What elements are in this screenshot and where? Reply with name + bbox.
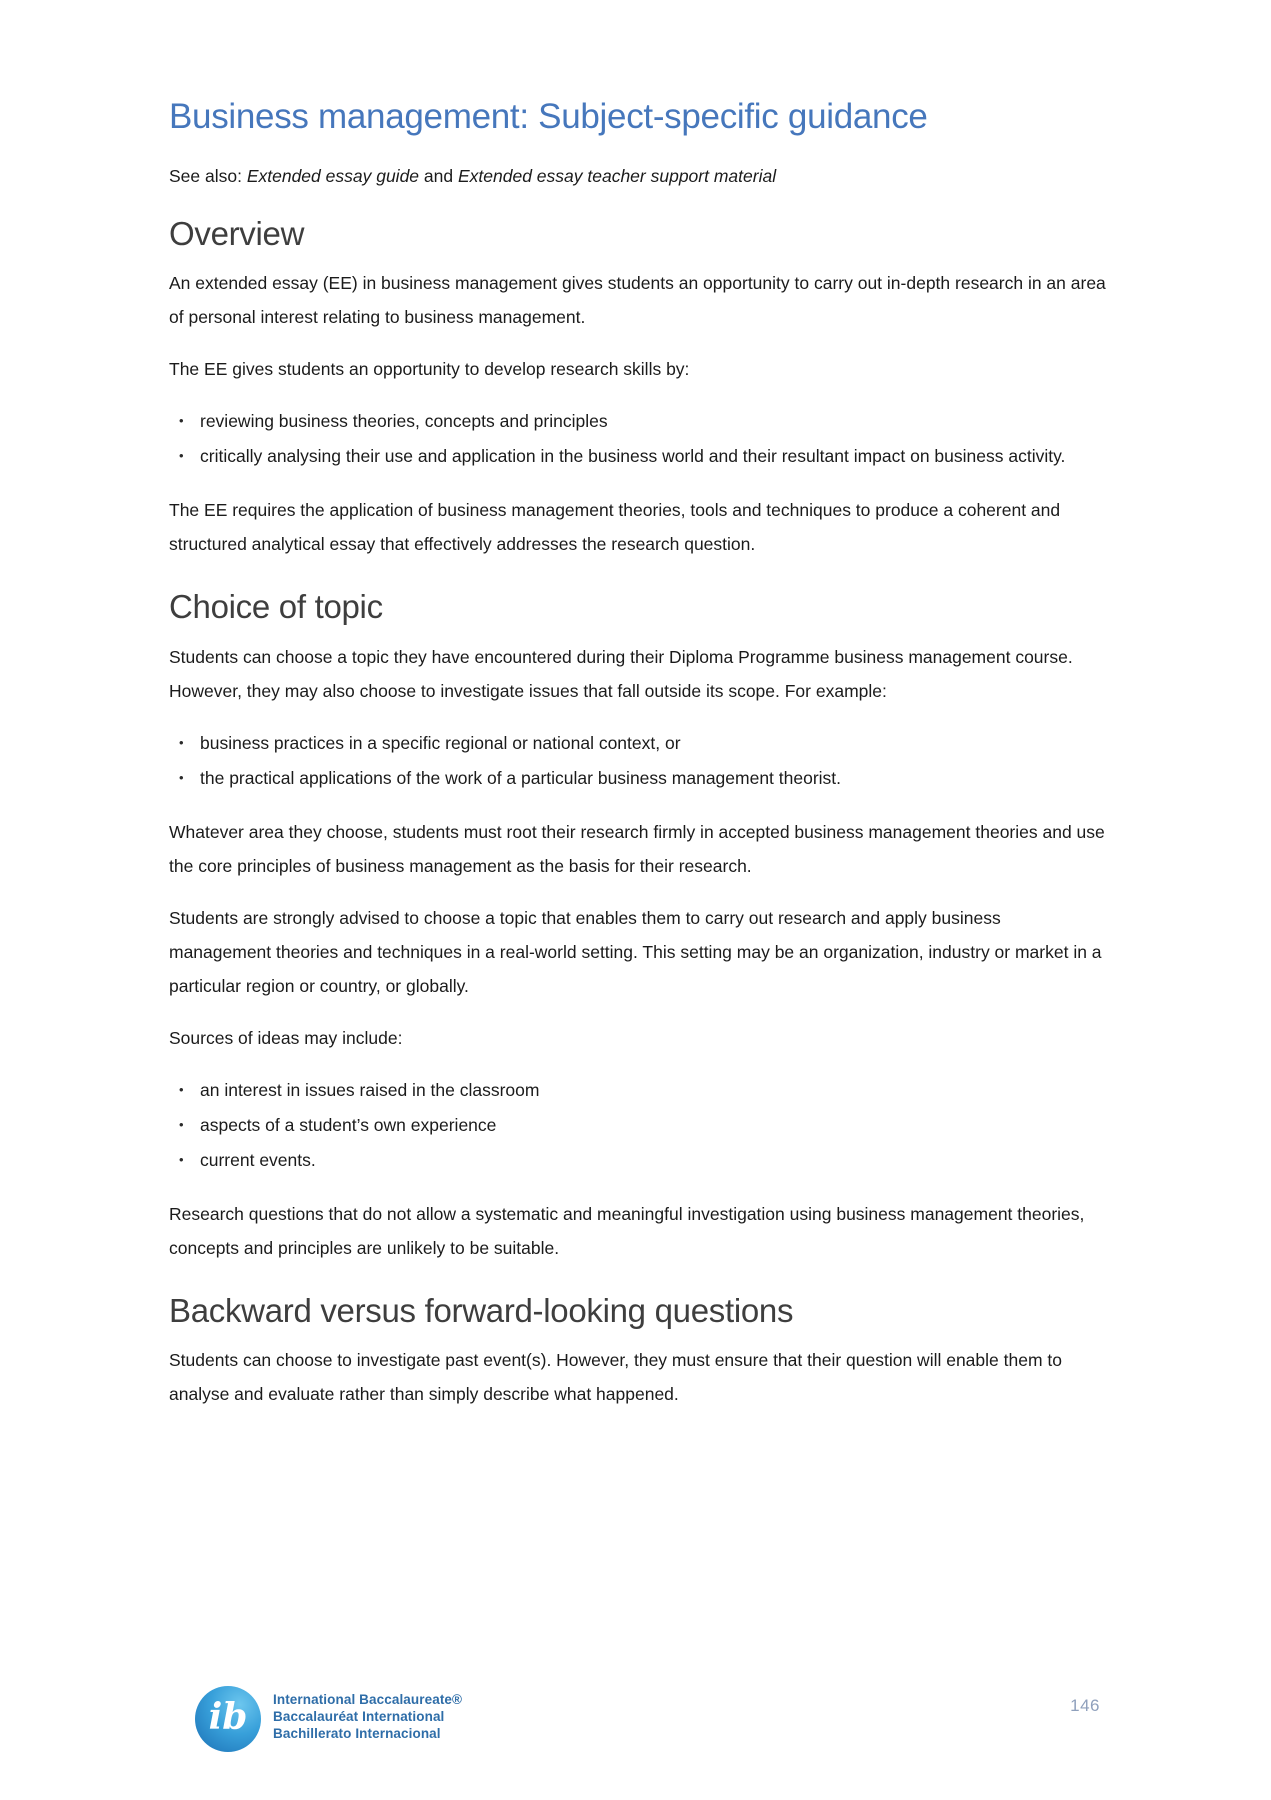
ib-org-line-spanish: Bachillerato Internacional <box>273 1726 441 1741</box>
choice-of-topic-heading: Choice of topic <box>169 588 383 626</box>
bullet-icon: • <box>179 734 184 750</box>
bullet-icon: • <box>179 1081 184 1097</box>
see-also-line <box>169 164 1106 188</box>
ib-organization-name <box>273 1691 462 1742</box>
choice-paragraph-5: Research questions that do not allow a systematic and meaningful investigation using business management theories, concepts and principles are unlikely to be suitable. <box>169 1203 1085 1258</box>
list-item-text: aspects of a student’s own experience <box>200 1114 497 1135</box>
overview-bullet-list <box>169 404 1106 473</box>
backward-paragraph-1: Students can choose to investigate past event(s). However, they must ensure that their question will enable them to analyse and evaluate rather than simply describe what happened. <box>169 1349 1062 1404</box>
overview-paragraph-1: An extended essay (EE) in business management gives students an opportunity to carry out in-depth research in an area of personal interest relating to business management. <box>169 273 1106 328</box>
backward-heading: Backward versus forward-looking questions <box>169 1291 794 1329</box>
choice-paragraph-3: Students are strongly advised to choose a topic that enables them to carry out research and apply business management theories and techniques in a real-world setting. This setting may be an organization, industry or market in a particular region or country, or globally. <box>169 907 1102 996</box>
see-also-doc2: Extended essay teacher support material <box>457 166 777 186</box>
see-also-conjunction: and <box>419 166 458 186</box>
list-item-text: reviewing business theories, concepts and principles <box>200 411 608 432</box>
page-number: 146 <box>1070 1696 1100 1715</box>
ib-org-line-french: Baccalauréat International <box>273 1709 445 1724</box>
bullet-icon: • <box>179 413 184 429</box>
list-item <box>169 726 1106 760</box>
list-item-text: an interest in issues raised in the classroom <box>200 1079 540 1100</box>
choice-paragraph-2: Whatever area they choose, students must root their research firmly in accepted business management theories and use the core principles of business management as the basis for their research. <box>169 821 1105 876</box>
list-item-text: business practices in a specific regional or national context, or <box>200 732 681 753</box>
ib-logo-glyph: ib <box>208 1696 248 1738</box>
list-item <box>169 404 1106 438</box>
page-title: Business management: Subject-specific guidance <box>169 97 928 136</box>
see-also-doc1: Extended essay guide <box>246 166 420 186</box>
list-item <box>169 1108 1106 1142</box>
list-item-text: current events. <box>200 1149 316 1170</box>
list-item-text: the practical applications of the work of a particular business management theorist. <box>200 767 842 788</box>
list-item <box>169 1143 1106 1177</box>
ib-logo-icon <box>195 1686 261 1752</box>
list-item <box>169 439 1106 473</box>
choice-paragraph-4: Sources of ideas may include: <box>169 1027 403 1048</box>
bullet-icon: • <box>179 448 184 464</box>
see-also-prefix: See also: <box>169 166 247 186</box>
choice-paragraph-1: Students can choose a topic they have encountered during their Diploma Programme business management course. However, they may also choose to investigate issues that fall outside its scope. For example: <box>169 646 1073 701</box>
list-item <box>169 1073 1106 1107</box>
choice-bullet-list-2 <box>169 1073 1106 1177</box>
list-item <box>169 761 1106 795</box>
choice-bullet-list-1 <box>169 726 1106 795</box>
bullet-icon: • <box>179 769 184 785</box>
overview-paragraph-2: The EE gives students an opportunity to develop research skills by: <box>169 359 690 380</box>
overview-heading: Overview <box>169 215 305 252</box>
overview-paragraph-3: The EE requires the application of business management theories, tools and techniques to produce a coherent and structured analytical essay that effectively addresses the research question. <box>169 500 1061 555</box>
bullet-icon: • <box>179 1151 184 1167</box>
bullet-icon: • <box>179 1116 184 1132</box>
list-item-text: critically analysing their use and application in the business world and their resultant impact on business activity. <box>200 446 1066 467</box>
ib-org-line-english: International Baccalaureate® <box>273 1692 463 1707</box>
page-content <box>169 96 1106 1429</box>
page-footer <box>0 1682 1271 1762</box>
